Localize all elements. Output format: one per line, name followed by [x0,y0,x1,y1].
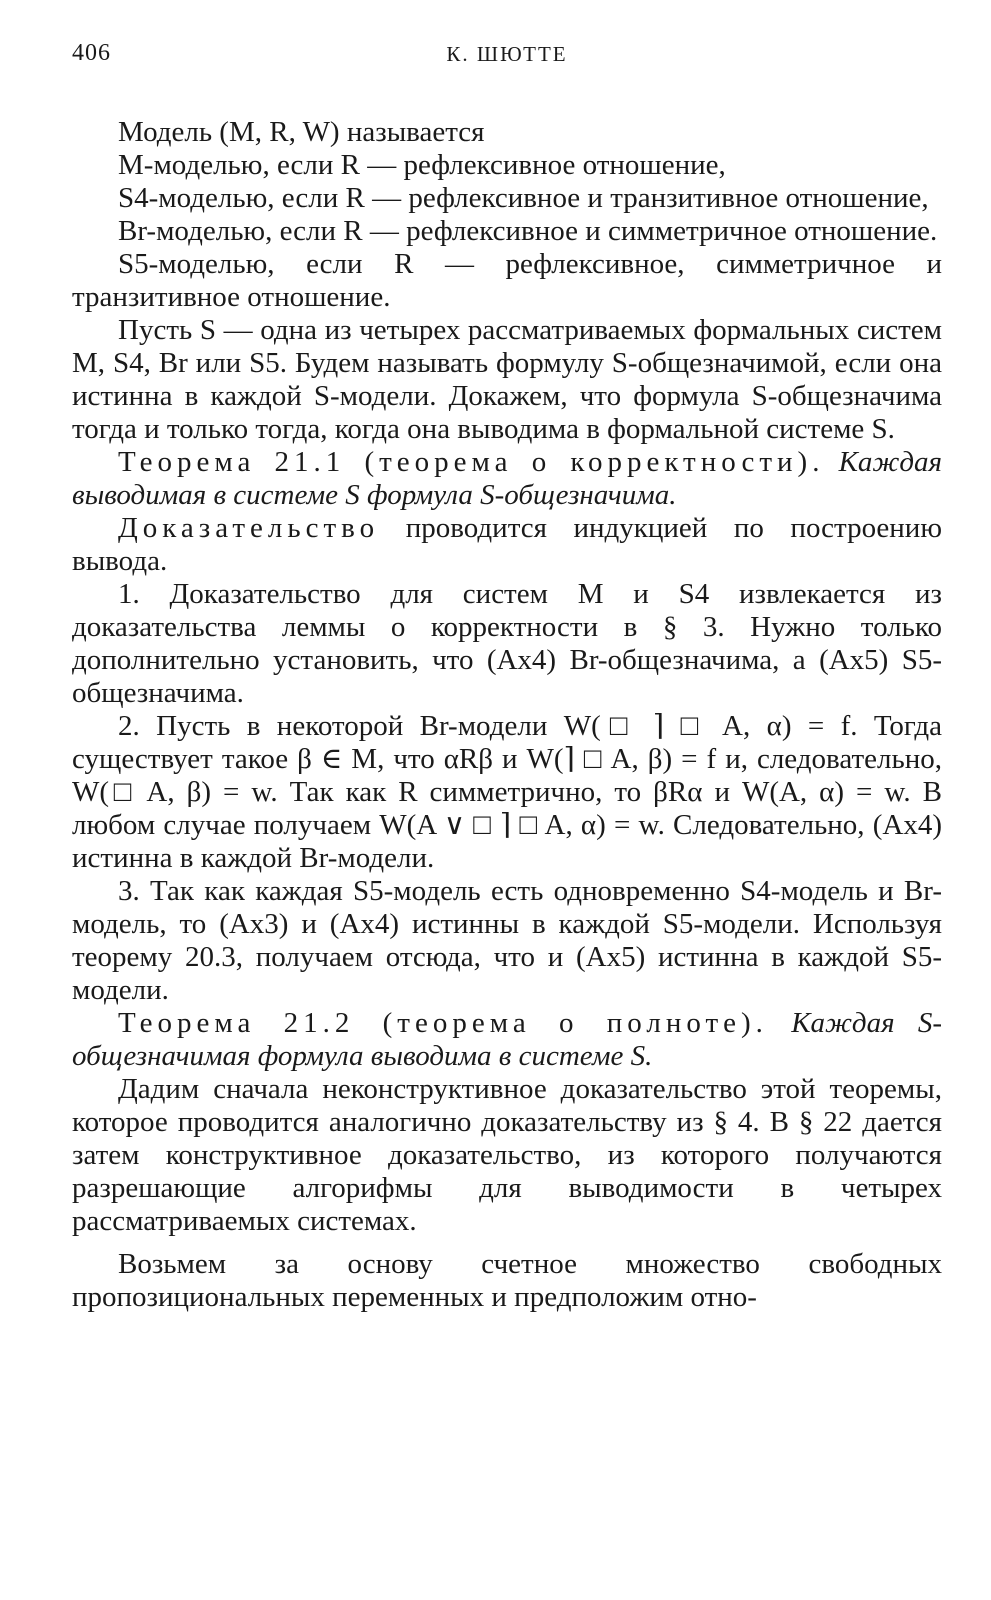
s4-model-definition: S4-моделью, если R — рефлексивное и транзитивное отношение, [118,182,929,214]
running-head: К. ШЮТТЕ [446,42,568,66]
theorem-21-2 [72,1007,942,1073]
proof-label: Доказательство [118,512,380,544]
final-paragraph: Возьмем за основу счетное множество свободных пропозициональных переменных и предположим отно- [72,1248,942,1313]
proof-step-3: 3. Так как каждая S5-модель есть одновременно S4-модель и Br-модель, то (Ax3) и (Ax4) истинны в каждой S5-модели. Используя теорему 20.3, получаем отсюда, что и (Ax5) истинна в каждой S5-модели. [72,875,942,1006]
br-model-definition: Br-моделью, если R — рефлексивное и симметричное отношение. [118,215,938,247]
theorem-21-1 [72,446,942,512]
proof-step-2: 2. Пусть в некоторой Br-модели W(□ ⌉ □ A, α) = f. Тогда существует такое β ∈ M, что αRβ и W(⌉ □ A, β) = f и, следовательно, W(□ A, β) = w. Так как R симметрично, то βRα и W(A, α) = w. В любом случае получаем W(A ∨ □ ⌉ □ A, α) = w. Следовательно, (Ax4) истинна в каждой Br-модели. [72,710,942,874]
model-definition-intro: Модель (M, R, W) называется [118,116,485,148]
theorem-21-2-label: Теорема 21.2 (теорема о полноте). [118,1007,768,1039]
page-header [72,36,942,76]
proof-text: проводится индукцией по построению вывода. [72,512,942,577]
nonconstructive-proof-paragraph: Дадим сначала неконструктивное доказательство этой теоремы, которое проводится аналогично доказательству из § 4. В § 22 дается затем конструктивное доказательство, из которого получаются разрешающие алгорифмы для выводимости в четырех рассматриваемых системах. [72,1073,942,1237]
s-validity-paragraph: Пусть S — одна из четырех рассматриваемых формальных систем M, S4, Br или S5. Будем называть формулу S-общезначимой, если она истинна в каждой S-модели. Докажем, что формула S-общезначима тогда и только тогда, когда она выводима в формальной системе S. [72,314,942,445]
theorem-21-1-statement: Каждая выводимая в системе S формула S-общезначима. [72,446,943,511]
book-page [72,36,942,1314]
page-number: 406 [72,40,111,66]
theorem-21-1-label: Теорема 21.1 (теорема о корректности). [118,446,825,478]
page-body [72,116,942,1314]
m-model-definition: M-моделью, если R — рефлексивное отношение, [118,149,726,181]
theorem-21-2-statement: Каждая S-общезначимая формула выводима в системе S. [72,1007,942,1072]
proof-step-1: 1. Доказательство для систем M и S4 извлекается из доказательства леммы о корректности в § 3. Нужно только дополнительно установить, что (Ax4) Br-общезначима, а (Ax5) S5-общезначима. [72,578,942,709]
proof-paragraph [72,512,942,578]
s5-model-definition: S5-моделью, если R — рефлексивное, симметричное и транзитивное отношение. [72,248,942,313]
